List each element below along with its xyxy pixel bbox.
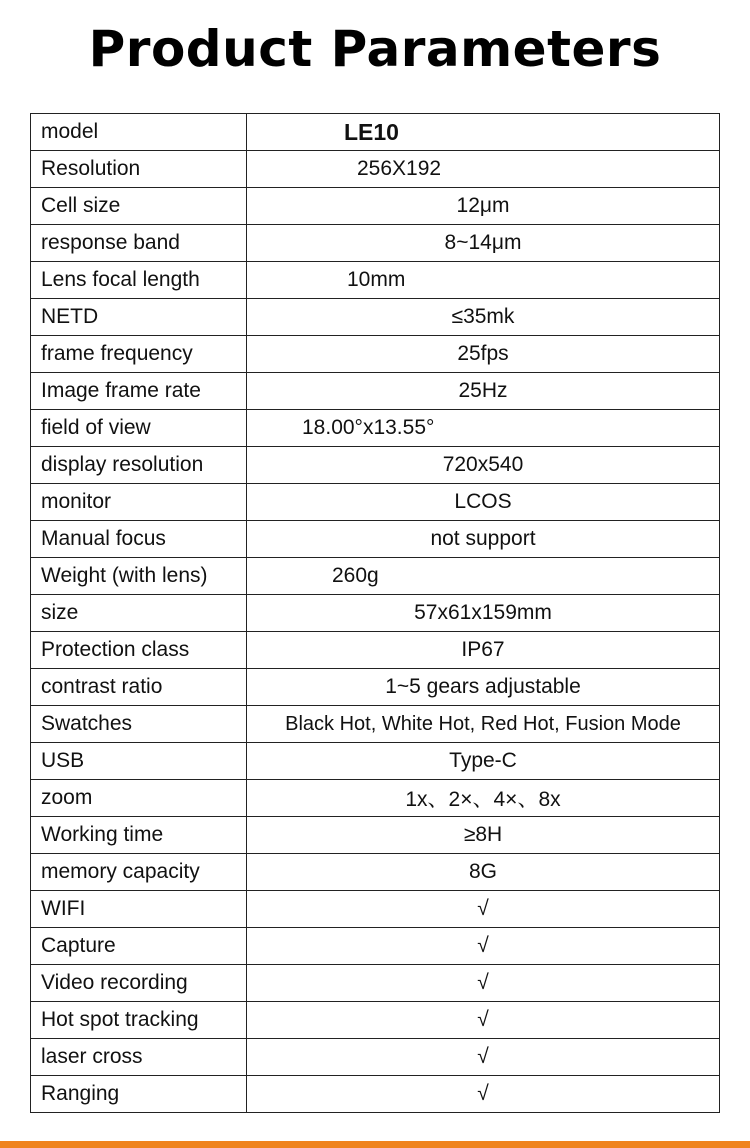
table-row — [31, 447, 720, 484]
param-name: Video recording — [31, 965, 247, 1002]
table-row — [31, 521, 720, 558]
param-name: Weight (with lens) — [31, 558, 247, 595]
param-name: monitor — [31, 484, 247, 521]
table-row — [31, 410, 720, 447]
param-name: contrast ratio — [31, 669, 247, 706]
param-value: 25fps — [247, 336, 720, 373]
param-name: Cell size — [31, 188, 247, 225]
param-name: Manual focus — [31, 521, 247, 558]
param-name: zoom — [31, 780, 247, 817]
param-value: 12μm — [247, 188, 720, 225]
table-row — [31, 558, 720, 595]
table-row — [31, 1039, 720, 1076]
parameters-table-body — [31, 114, 720, 1113]
param-value: 10mm — [247, 262, 720, 299]
page-title: Product Parameters — [88, 20, 662, 78]
table-row — [31, 151, 720, 188]
param-value: 18.00°x13.55° — [247, 410, 720, 447]
table-row — [31, 817, 720, 854]
param-value: 1~5 gears adjustable — [247, 669, 720, 706]
param-value: LCOS — [247, 484, 720, 521]
param-value: ≥8H — [247, 817, 720, 854]
table-row — [31, 928, 720, 965]
param-name: WIFI — [31, 891, 247, 928]
table-row — [31, 1076, 720, 1113]
param-value: 260g — [247, 558, 720, 595]
param-name: Protection class — [31, 632, 247, 669]
table-row — [31, 854, 720, 891]
param-value: √ — [247, 965, 720, 1002]
param-value: 25Hz — [247, 373, 720, 410]
param-value: Black Hot, White Hot, Red Hot, Fusion Mode — [247, 706, 720, 743]
table-row — [31, 1002, 720, 1039]
param-value: √ — [247, 1076, 720, 1113]
param-name: Lens focal length — [31, 262, 247, 299]
param-name: Hot spot tracking — [31, 1002, 247, 1039]
param-name: Resolution — [31, 151, 247, 188]
param-value: Type-C — [247, 743, 720, 780]
parameters-table — [30, 113, 720, 1113]
table-row — [31, 780, 720, 817]
param-name: Swatches — [31, 706, 247, 743]
param-name: display resolution — [31, 447, 247, 484]
table-row — [31, 743, 720, 780]
param-value: LE10 — [247, 114, 720, 151]
param-value: 256X192 — [247, 151, 720, 188]
table-row — [31, 595, 720, 632]
param-value: √ — [247, 928, 720, 965]
param-value: 720x540 — [247, 447, 720, 484]
param-value: 1x、2×、4×、8x — [247, 780, 720, 817]
table-row — [31, 188, 720, 225]
table-row — [31, 336, 720, 373]
param-name: laser cross — [31, 1039, 247, 1076]
param-name: Ranging — [31, 1076, 247, 1113]
table-row — [31, 669, 720, 706]
param-value: √ — [247, 1002, 720, 1039]
param-name: field of view — [31, 410, 247, 447]
param-value: √ — [247, 891, 720, 928]
param-value: not support — [247, 521, 720, 558]
param-value: 57x61x159mm — [247, 595, 720, 632]
param-value: IP67 — [247, 632, 720, 669]
table-row — [31, 114, 720, 151]
param-name: Capture — [31, 928, 247, 965]
param-name: NETD — [31, 299, 247, 336]
param-name: Image frame rate — [31, 373, 247, 410]
table-row — [31, 965, 720, 1002]
param-value: 8~14μm — [247, 225, 720, 262]
param-value: √ — [247, 1039, 720, 1076]
table-row — [31, 299, 720, 336]
bottom-accent-bar — [0, 1141, 750, 1148]
table-row — [31, 373, 720, 410]
param-name: USB — [31, 743, 247, 780]
param-name: model — [31, 114, 247, 151]
param-name: response band — [31, 225, 247, 262]
table-row — [31, 706, 720, 743]
table-row — [31, 225, 720, 262]
table-row — [31, 891, 720, 928]
table-row — [31, 484, 720, 521]
param-value: ≤35mk — [247, 299, 720, 336]
param-name: Working time — [31, 817, 247, 854]
param-name: size — [31, 595, 247, 632]
param-value: 8G — [247, 854, 720, 891]
param-name: memory capacity — [31, 854, 247, 891]
param-name: frame frequency — [31, 336, 247, 373]
table-row — [31, 632, 720, 669]
table-row — [31, 262, 720, 299]
